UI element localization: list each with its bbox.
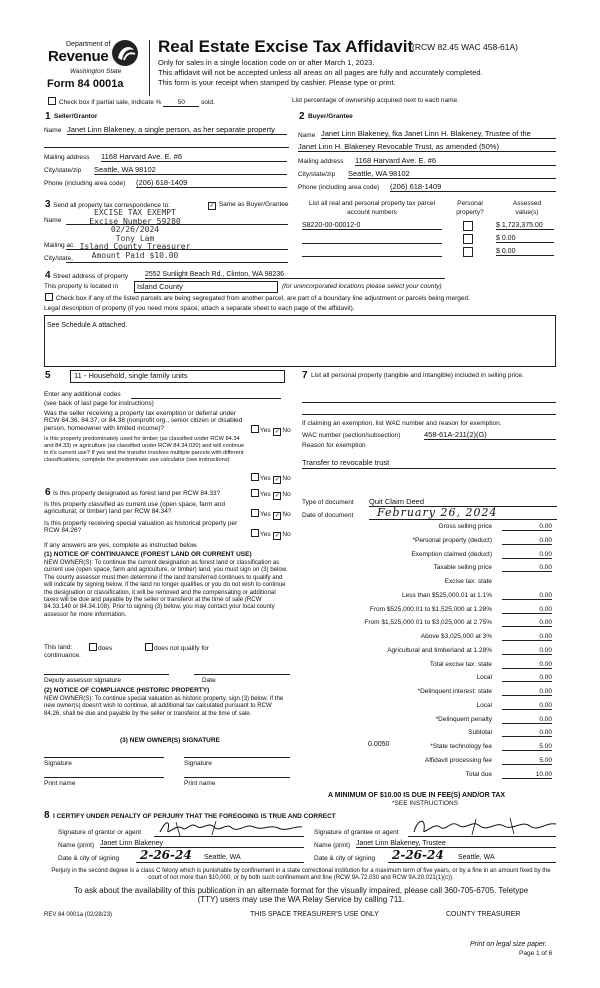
county-treasurer-label: COUNTY TREASURER: [446, 911, 521, 918]
personal-property-checkbox-3[interactable]: [463, 247, 473, 257]
seller-mail-field[interactable]: 1168 Harvard Ave. E. #6: [101, 152, 287, 162]
stamp-line-1: EXCISE TAX EXEMPT: [94, 208, 176, 217]
exemption-yes-checkbox[interactable]: [251, 425, 259, 433]
tax-row-label: Gross selling price: [438, 523, 492, 530]
seller-phone-field[interactable]: (206) 618-1409: [136, 178, 287, 188]
buyer-section: [298, 111, 556, 196]
dept-line: Department of: [66, 41, 111, 48]
treasurer-use-label: THIS SPACE TREASURER'S USE ONLY: [250, 911, 379, 918]
does-option: [88, 643, 112, 652]
tax-row-value[interactable]: 0.00: [502, 523, 552, 531]
minimum-due-note: A MINIMUM OF $10.00 IS DUE IN FEE(S) AND/OR TAX: [328, 792, 506, 799]
tax-row-label: Exemption claimed (deduct): [411, 550, 492, 558]
personal-property-section: [302, 369, 556, 509]
stamp-line-5: Island County Treasurer: [79, 242, 191, 252]
tax-row-value[interactable]: 0.00: [502, 688, 552, 696]
partial-sale-line: [47, 97, 215, 107]
assessed-value-1[interactable]: $ 1,723,375.00: [496, 222, 554, 230]
timber-yes-no: [250, 473, 291, 484]
tax-row-label: *Delinquent interest: state: [417, 688, 492, 695]
current-use-no-text: No: [282, 511, 291, 518]
tax-row-value[interactable]: 0.00: [502, 647, 552, 655]
grantee-date-label: Date & city of signing: [314, 855, 376, 862]
grantee-date-field[interactable]: 2-26-24: [392, 848, 444, 862]
stamp-line-3: 02/26/2024: [110, 225, 160, 235]
section-7-number: 7: [302, 370, 308, 381]
exempt-stamp: [70, 209, 200, 261]
this-land-label: This land:: [44, 644, 73, 651]
same-as-buyer-label: Same as Buyer/Grantee: [218, 201, 289, 208]
location-label: This property is located in: [44, 283, 119, 290]
seller-section: [44, 111, 289, 191]
tax-row-label: Affidavit processing fee: [424, 756, 492, 764]
stamp-line-2: Excise Number 59280: [89, 216, 181, 226]
new-owner-sig-label-1: Signature: [44, 760, 72, 767]
county-select[interactable]: Island County: [134, 281, 278, 293]
see-instructions-note: *SEE INSTRUCTIONS: [392, 800, 459, 807]
grantee-date-line: [388, 862, 556, 863]
timber-question: Is this property predominately used for timber (as classified under RCW 84.34 and 84.33) or agriculture (as classified under RCW 84.34.020) and will continue in it's current use? If yes and the transfer involves multiple parcels with different classifications, complete the predominate use calculator (see instructions): [44, 436, 245, 463]
forest-question: Is this property designated as forest land per RCW 84.33?: [53, 490, 221, 497]
exemption-no-label: No: [282, 427, 291, 434]
parcel-number-2[interactable]: [302, 235, 442, 244]
historic-no-checkbox[interactable]: [273, 532, 281, 540]
sect3-name-label: Name: [44, 217, 62, 224]
partial-sale-checkbox[interactable]: [48, 97, 56, 105]
stamp-line-4: Tony Lam: [115, 233, 155, 243]
personal-property-checkbox-2[interactable]: [463, 234, 473, 244]
tax-row-label: Local: [476, 674, 492, 682]
historic-no-text: No: [282, 531, 291, 538]
historic-yes-no: [250, 529, 291, 540]
current-use-yes-text: Yes: [260, 511, 271, 518]
tax-row: [300, 523, 552, 533]
partial-sale-label: Check box if partial sale, indicate %: [58, 99, 162, 106]
local-rate: 0.0050: [368, 741, 390, 748]
tax-row-value[interactable]: 0.00: [502, 592, 552, 600]
agency-name: Revenue: [48, 48, 109, 65]
if-yes-note: If any answers are yes, complete as instructed below.: [44, 542, 198, 549]
reason-label: Reason for exemption: [302, 442, 366, 449]
tax-row-value[interactable]: 0.00: [502, 619, 552, 627]
tax-row-label: From $1,525,000.01 to $3,025,000 at 2.75%: [364, 619, 492, 627]
tax-row: [300, 592, 552, 602]
tax-row-label: Total due: [465, 770, 492, 778]
tax-row-value[interactable]: 5.00: [502, 743, 552, 751]
notice-compliance-title: (2) NOTICE OF COMPLIANCE (HISTORIC PROPERTY): [44, 687, 210, 694]
assessor-date-line: [194, 674, 290, 675]
tax-row: [300, 757, 552, 767]
tax-row-value[interactable]: 0.00: [502, 606, 552, 614]
parcel-number-3[interactable]: [302, 248, 442, 257]
exemption-claim-label: If claiming an exemption, list WAC number and reason for exemption.: [302, 420, 502, 427]
grantee-name-label: Name (print): [314, 842, 351, 849]
tax-row-value[interactable]: 0.00: [502, 702, 552, 710]
notice-continuance-title: (1) NOTICE OF CONTINUANCE (FOREST LAND OR CURRENT USE): [44, 551, 252, 558]
grantor-date-label: Date & city of signing: [58, 855, 120, 862]
timber-no-label: No: [282, 475, 291, 482]
partial-percent-value[interactable]: 50: [163, 99, 199, 107]
certify-statement: I CERTIFY UNDER PENALTY OF PERJURY THAT THE FOREGOING IS TRUE AND CORRECT: [53, 813, 336, 820]
assessor-sig-label: Deputy assessor signature: [44, 677, 121, 684]
wac-field[interactable]: 458-61A-211(2)(G): [424, 430, 556, 440]
new-owner-print-label-1: Print name: [44, 780, 76, 787]
section-6-number: 6: [45, 487, 51, 498]
does-not-checkbox[interactable]: [145, 643, 153, 651]
seller-section-number: 1: [45, 111, 51, 122]
timber-yes-checkbox[interactable]: [251, 473, 259, 481]
tax-row: [300, 771, 552, 781]
new-owner-signature-title: (3) NEW OWNER(S) SIGNATURE: [120, 737, 220, 744]
personal-property-line-1: [302, 402, 556, 403]
tax-row: [300, 647, 552, 657]
tax-row: [300, 688, 552, 698]
tax-row-label: Above $3,025,000 at 3%: [420, 633, 492, 640]
tax-row: [300, 537, 552, 547]
form-number: Form 84 0001a: [47, 78, 124, 90]
current-use-yes-no: [250, 509, 291, 520]
tax-row-value[interactable]: 0.00: [502, 633, 552, 641]
doc-type-label: Type of document: [302, 499, 354, 506]
seller-city-label: City/state/zip: [44, 167, 82, 174]
grantor-sig-line: [154, 836, 304, 837]
doc-date-field[interactable]: February 26, 2024: [369, 506, 557, 520]
does-not-option: [144, 643, 209, 652]
notice-compliance-body: NEW OWNER(S): To continue special valuation as historic property, sign (3) below. If the new owner(s) doesn't wish to continue, all additional tax calculated pursuant to RCW 84.26, shall be due and payable by the seller or transferor at the time of sale.: [44, 695, 284, 717]
doc-type-field[interactable]: Quit Claim Deed: [369, 497, 557, 507]
agency-logo-block: [46, 40, 146, 100]
sect3-city-line: [66, 262, 288, 263]
tax-row-value[interactable]: 0.00: [502, 716, 552, 724]
seller-name-label: Name: [44, 127, 62, 134]
segregation-checkbox[interactable]: [45, 293, 53, 301]
page-number: Page 1 of 6: [519, 950, 553, 957]
personal-property-text: List all personal property (tangible and intangible) included in selling price.: [311, 372, 524, 379]
buyer-name-label: Name: [298, 132, 316, 139]
tax-row-value[interactable]: 0.00: [502, 674, 552, 682]
tax-row-label: *State technology fee: [430, 743, 492, 750]
grantee-sig-line: [408, 836, 556, 837]
grantor-name-field[interactable]: Janet Linn Blakeney: [100, 840, 304, 848]
exemption-question: Was the seller receiving a property tax exemption or deferral under RCW 84.36, 84.37, or 84.38 (nonprofit org., senior citizen or disabled person, homeowner with limited income)?: [44, 410, 243, 432]
form-title: Real Estate Excise Tax Affidavit: [158, 37, 414, 56]
partial-sold-label: sold.: [201, 99, 215, 106]
timber-no-checkbox[interactable]: [273, 476, 281, 484]
buyer-mail-field[interactable]: 1168 Harvard Ave. E. #6: [355, 156, 556, 166]
assessor-date-label: Date: [202, 677, 216, 684]
grantee-city-field[interactable]: Seattle, WA: [458, 854, 495, 861]
street-address-field[interactable]: 2552 Sunlight Beach Rd., Clinton, WA 98236: [145, 271, 445, 279]
tax-row-value[interactable]: 0.00: [502, 537, 552, 545]
tax-row-value[interactable]: 10.00: [502, 771, 552, 779]
buyer-mail-label: Mailing address: [298, 158, 344, 165]
forest-yes-checkbox[interactable]: [251, 489, 259, 497]
form-rcw: (RCW 82.45 WAC 458-61A): [412, 42, 518, 52]
forest-yes-no: [250, 489, 291, 500]
grantee-name-field[interactable]: Janet Linn Blakeney, Trustee: [356, 840, 556, 848]
tax-row-label: Less than $525,000.01 at 1.1%: [402, 591, 492, 599]
assessed-value-2[interactable]: $ 0.00: [496, 235, 554, 243]
perjury-note: Perjury in the second degree is a class C felony which is punishable by confinement in a state correctional institution for a maximum term of five years, or by a fine in an amount fixed by the court of not more than $10,000, or by both such confinement and fine (RCW 9A.72.030 and RCW 9A.20.021(1)(c)).: [51, 868, 551, 881]
parcel-col-header: List all real and personal property tax parcel account numbers: [308, 200, 436, 216]
exemption-no-checkbox[interactable]: [273, 428, 281, 436]
segregation-label: Check box if any of the listed parcels are being segregated from another parcel, are part of a boundary line adjustment or parcels being merged.: [55, 295, 470, 302]
tax-row: [300, 551, 552, 561]
grantor-sig-label: Signature of grantor or agent: [58, 829, 142, 836]
new-owner-print-line-2: [184, 777, 290, 778]
tax-row: [300, 564, 552, 574]
legal-description-box[interactable]: [44, 315, 556, 367]
street-address-label: Street address of property: [53, 273, 129, 280]
tax-row-label: Agricultural and timberland at 1.28%: [387, 646, 492, 654]
segregation-line: [44, 293, 470, 302]
doc-date-label: Date of document: [302, 512, 354, 519]
same-as-buyer: [207, 201, 289, 210]
grantor-date-line: [136, 862, 304, 863]
property-section: [44, 270, 556, 370]
ownership-note: List percentage of ownership acquired next to each name.: [292, 97, 459, 104]
legal-description-text: See Schedule A attached.: [47, 322, 128, 329]
header-note-2: This affidavit will not be accepted unless all areas on all pages are fully and accurately completed.: [158, 68, 483, 77]
alt-format-line-1: To ask about the availability of this publication in an alternate format for the visually impaired, please call 360-705-6705. Teletype: [73, 886, 529, 895]
section-3-number: 3: [45, 199, 51, 210]
grantee-sig-label: Signature of grantee or agent: [314, 829, 399, 836]
header-note-1: Only for sales in a single location code on or after March 1, 2023.: [158, 58, 375, 67]
alt-format-line-2: (TTY) users may use the WA Relay Service by calling 711.: [197, 895, 405, 904]
buyer-phone-label: Phone (including area code): [298, 184, 380, 191]
buyer-name-field-1[interactable]: Janet Linn Blakeney, fka Janet Linn H. Blakeney, Trustee of the: [321, 129, 556, 139]
tax-row-label: Local: [476, 701, 492, 709]
revision-label: REV 84 0001a (02/28/23): [44, 912, 113, 918]
tax-row-label: *Delinquent penalty: [435, 715, 492, 723]
current-use-no-checkbox[interactable]: [273, 512, 281, 520]
seller-city-field[interactable]: Seattle, WA 98102: [94, 165, 287, 175]
tax-row-label: Taxable selling price: [433, 564, 492, 572]
assessed-value-3[interactable]: $ 0.00: [496, 248, 554, 256]
buyer-phone-field[interactable]: (206) 618-1409: [390, 182, 556, 192]
tax-row-label: From $525,000.01 to $1,525,000 at 1.28%: [369, 605, 492, 613]
buyer-section-number: 2: [299, 111, 305, 122]
forest-no-checkbox[interactable]: [273, 492, 281, 500]
reason-line: [302, 468, 556, 469]
grantee-signature-icon[interactable]: [410, 816, 560, 838]
parcel-table: [298, 199, 556, 267]
timber-yes-label: Yes: [260, 475, 271, 482]
new-owner-print-label-2: Print name: [184, 780, 216, 787]
tax-row-label: Subtotal: [468, 729, 492, 737]
historic-question: Is this property receiving special valuation as historical property per RCW 84.26?: [44, 520, 238, 535]
seller-mail-label: Mailing address: [44, 154, 90, 161]
tax-row-value[interactable]: 0.00: [502, 661, 552, 669]
parcel-number-1[interactable]: S8220-00-00012-0: [302, 222, 442, 230]
legal-size-note: Print on legal size paper.: [470, 941, 547, 948]
seller-phone-label: Phone (including area code): [44, 180, 126, 187]
does-checkbox[interactable]: [89, 643, 97, 651]
historic-yes-text: Yes: [260, 531, 271, 538]
exemption-yes-label: Yes: [260, 427, 271, 434]
tax-row: [300, 606, 552, 616]
grantor-city-field[interactable]: Seattle, WA: [204, 854, 241, 861]
header-note-3: This form is your receipt when stamped by cashier. Please type or print.: [158, 78, 396, 87]
stamp-line-6: Amount Paid $10.00: [91, 250, 179, 260]
notice-continuance-body: NEW OWNER(S): To continue the current designation as forest land or classification as current use (open space, farm and agriculture, or timber) land, you must sign on (3) below. The county assessor must then determine if the land transferred continues to qualify and will indicate by signing below. If the land no longer qualifies or you do not wish to continue the designation or classification, it will be removed and the compensating or additional taxes will be due and payable by the seller or transferor at the time of sale (RCW 84.33.140 or 84.34.108). Prior to signing (3) below, you may contact your local county assessor for more information.: [44, 559, 288, 618]
buyer-city-field[interactable]: Seattle, WA 98102: [348, 169, 556, 179]
tax-row-label: *Personal property (deduct): [412, 536, 492, 544]
certification-section: [44, 810, 556, 866]
buyer-name-field-2[interactable]: Janet Linn H. Blakeney Revocable Trust, as amended (50%): [298, 142, 556, 152]
grantor-signature-icon[interactable]: [156, 818, 306, 838]
forest-land-section: [44, 487, 294, 717]
current-use-yes-checkbox[interactable]: [251, 509, 259, 517]
tax-row: [300, 743, 552, 753]
seller-heading: Seller/Grantor: [54, 113, 98, 120]
additional-codes-line: [131, 398, 281, 399]
tax-row: [300, 729, 552, 739]
tax-row: [300, 674, 552, 684]
historic-yes-checkbox[interactable]: [251, 529, 259, 537]
tax-row: [300, 702, 552, 712]
seller-name-field[interactable]: Janet Linn Blakeney, a single person, as her separate property: [67, 125, 287, 135]
tax-row-value[interactable]: 0.00: [502, 729, 552, 737]
agency-logo-icon: [110, 38, 140, 68]
new-owner-print-line-1: [44, 777, 164, 778]
wac-label: WAC number (section/subsection): [302, 432, 401, 439]
new-owner-sig-label-2: Signature: [184, 760, 212, 767]
legal-description-label: Legal description of property (if you need more space, attach a separate sheet to each page of the affidavit).: [44, 305, 355, 312]
sect3-mail-label: Mailing ac: [44, 242, 74, 249]
correspondence-label: Send all property tax correspondence to:: [53, 202, 171, 209]
forest-no-text: No: [282, 491, 291, 498]
seller-blank-line: [44, 147, 289, 148]
sect3-city-label: City/state,: [44, 255, 73, 262]
current-use-question: Is this property classified as current use (open space, farm and agricultural, or timber) land per RCW 84.34?: [44, 501, 226, 516]
additional-codes-label: Enter any additional codes: [44, 391, 121, 398]
new-owner-sig-line-1: [44, 757, 164, 758]
personal-property-checkbox-1[interactable]: [463, 221, 473, 231]
tax-row: [300, 619, 552, 629]
tax-row-value[interactable]: 0.00: [502, 551, 552, 559]
use-code-select[interactable]: 11 - Household, single family units: [70, 370, 285, 383]
location-note: (for unincorporated locations please select your county): [282, 283, 442, 290]
continuance-label: continuance.: [44, 652, 81, 659]
grantor-name-label: Name (print): [58, 842, 95, 849]
exemption-yes-no: [250, 425, 291, 436]
grantor-date-field[interactable]: 2-26-24: [140, 848, 192, 862]
personal-col-header: Personal property?: [456, 200, 484, 216]
new-owner-sig-line-2: [184, 757, 290, 758]
assessor-sig-line: [44, 674, 169, 675]
tax-row: [300, 633, 552, 643]
tax-row-value[interactable]: 0.00: [502, 564, 552, 572]
tax-row: [300, 578, 552, 588]
tax-row-value[interactable]: 5.00: [502, 757, 552, 765]
reason-field[interactable]: Transfer to revocable trust: [302, 458, 390, 467]
tax-row-label: Total excise tax: state: [429, 660, 492, 668]
tax-row: [300, 716, 552, 726]
tax-row-label: Excise tax: state: [444, 578, 492, 585]
personal-property-line-2: [302, 414, 556, 415]
forest-yes-text: Yes: [260, 491, 271, 498]
section-4-number: 4: [45, 270, 51, 281]
tax-row: [300, 661, 552, 671]
state-name: Washington State: [70, 68, 122, 75]
buyer-city-label: City/state/zip: [298, 171, 336, 178]
assessed-col-header: Assessed value(s): [512, 200, 542, 216]
buyer-heading: Buyer/Grantee: [308, 113, 353, 120]
does-label: does: [98, 645, 113, 652]
see-back-note: (see back of last page for instructions): [44, 400, 154, 407]
same-as-buyer-checkbox[interactable]: [208, 202, 216, 210]
section-5-number: 5: [45, 370, 51, 381]
use-code-section: [44, 369, 294, 484]
header-divider: [149, 40, 150, 96]
section-8-number: 8: [44, 810, 50, 821]
does-not-label: does not qualify for: [154, 645, 209, 652]
